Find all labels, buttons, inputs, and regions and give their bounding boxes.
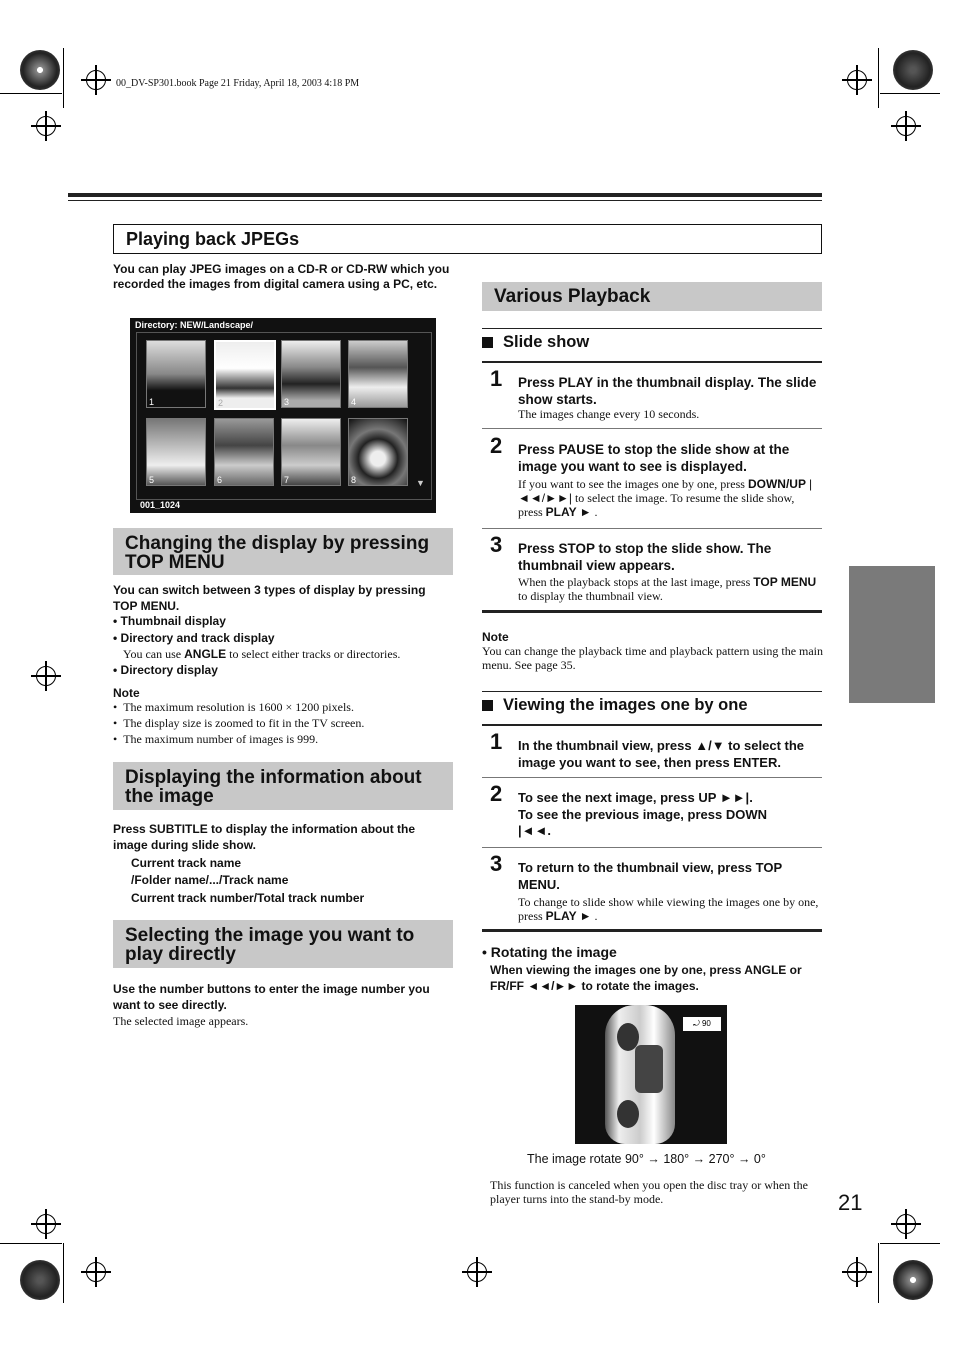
section-header-changing bbox=[113, 528, 453, 575]
rotated-car-image bbox=[575, 1005, 727, 1144]
thumbnail[interactable]: 4 bbox=[348, 340, 408, 408]
step-number: 3 bbox=[490, 851, 503, 876]
thumbnail[interactable]: 5 bbox=[146, 418, 206, 486]
changing-intro: You can switch between 3 types of display by pressing TOP MENU. bbox=[113, 583, 426, 613]
various-note: You can change the playback time and playback pattern using the main menu. See page 35. bbox=[482, 644, 824, 672]
registration-mark-icon bbox=[86, 1262, 106, 1282]
play-icon: ► bbox=[579, 505, 592, 519]
step-body: When the playback stops at the last image, press TOP MENU to display the thumbnail view. bbox=[518, 575, 817, 603]
registration-mark-icon bbox=[896, 116, 916, 136]
rotating-intro: When viewing the images one by one, press ANGLE or FR/FF ◄◄/►► to rotate the images. bbox=[490, 963, 802, 993]
section-title: Changing the display by pressing TOP MENU bbox=[125, 533, 430, 573]
chapter-tab bbox=[849, 566, 935, 703]
section-title: Various Playback bbox=[494, 286, 651, 307]
bullet-directory-display: • Directory display bbox=[113, 663, 218, 677]
step-number: 1 bbox=[490, 729, 503, 754]
rotate-caption: The image rotate 90° → 180° → 270° → 0° bbox=[527, 1152, 766, 1166]
thumbnail-screen bbox=[130, 318, 436, 513]
play-icon: ► bbox=[579, 909, 592, 923]
step-number: 2 bbox=[490, 781, 503, 806]
selecting-intro: Use the number buttons to enter the image number you want to see directly. bbox=[113, 982, 430, 1012]
step-body: If you want to see the images one by one, press DOWN/UP |◄◄/►►| to select the image. To resume the slide show, press PLAY ► . bbox=[518, 477, 813, 519]
step-heading: In the thumbnail view, press ▲/▼ to select the image you want to see, then press ENTER. bbox=[518, 738, 805, 770]
onebyone-heading: Viewing the images one by one bbox=[482, 696, 748, 715]
registration-mark-icon bbox=[36, 116, 56, 136]
step-heading: Press PAUSE to stop the slide show at the image you want to see is displayed. bbox=[518, 442, 790, 474]
displaying-intro: Press SUBTITLE to display the information about the image during slide show. bbox=[113, 822, 416, 852]
page-title-text: Playing back JPEGs bbox=[126, 229, 300, 249]
step-number: 2 bbox=[490, 433, 503, 458]
intro-text: You can play JPEG images on a CD-R or CD-RW which you recorded the images from digital camera using a PC, etc. bbox=[113, 262, 450, 291]
note-item: • The maximum number of images is 999. bbox=[113, 732, 319, 746]
registration-mark-icon bbox=[36, 666, 56, 686]
note-label: Note bbox=[113, 686, 140, 700]
step-body: The images change every 10 seconds. bbox=[518, 407, 700, 421]
step-number: 1 bbox=[490, 366, 503, 391]
registration-mark-icon bbox=[36, 1214, 56, 1234]
step-heading: To see the next image, press UP ►►|. bbox=[518, 790, 753, 805]
registration-mark-icon bbox=[847, 1262, 867, 1282]
top-rule-thin bbox=[68, 200, 822, 201]
step-body: To change to slide show while viewing the images one by one, press PLAY ► . bbox=[518, 895, 819, 923]
info-line: Current track number/Total track number bbox=[131, 891, 365, 905]
section-title: Displaying the information about the image bbox=[125, 767, 422, 807]
bullet-thumbnail-display: • Thumbnail display bbox=[113, 614, 226, 628]
thumbnail-selected[interactable]: 2 bbox=[214, 340, 276, 410]
bullet-directory-track: • Directory and track display bbox=[113, 631, 275, 645]
thumbnail[interactable]: 7 bbox=[281, 418, 341, 486]
info-line: Current track name bbox=[131, 856, 242, 870]
note-item: • The display size is zoomed to fit in the TV screen. bbox=[113, 716, 365, 730]
step-number: 3 bbox=[490, 532, 503, 557]
page-number: 21 bbox=[838, 1190, 863, 1215]
rotate-badge: ⤾ 90 bbox=[683, 1017, 721, 1031]
step-heading: Press STOP to stop the slide show. The thumbnail view appears. bbox=[518, 541, 772, 573]
square-bullet-icon bbox=[482, 700, 493, 711]
screen-footer-label: 001_1024 bbox=[140, 500, 181, 510]
color-target-icon bbox=[20, 50, 60, 90]
color-target-icon bbox=[20, 1260, 60, 1300]
canceled-note: This function is canceled when you open the disc tray or when the player turns into the stand-by mode. bbox=[490, 1178, 808, 1206]
page-title bbox=[113, 224, 822, 254]
print-header-note: 00_DV-SP301.book Page 21 Friday, April 18, 2003 4:18 PM bbox=[116, 78, 360, 89]
selecting-result: The selected image appears. bbox=[113, 1014, 249, 1028]
color-target-icon bbox=[893, 1260, 933, 1300]
rotating-title: • Rotating the image bbox=[482, 944, 617, 960]
skip-icons: |◄◄/►►| bbox=[518, 477, 813, 505]
step-heading: |◄◄. bbox=[518, 823, 551, 838]
section-header-various bbox=[482, 282, 822, 311]
square-bullet-icon bbox=[482, 337, 493, 348]
step-heading: To see the previous image, press DOWN bbox=[518, 807, 767, 822]
section-header-displaying bbox=[113, 762, 453, 810]
angle-sub-note: You can use ANGLE to select either tracks or directories. bbox=[123, 647, 401, 661]
registration-mark-icon bbox=[847, 70, 867, 90]
thumbnail[interactable]: 6 bbox=[214, 418, 274, 486]
thumbnail[interactable]: 8 bbox=[348, 418, 408, 486]
step-heading: To return to the thumbnail view, press TOP MENU. bbox=[518, 860, 782, 892]
thumbnail[interactable]: 1 bbox=[146, 340, 206, 408]
registration-mark-icon bbox=[467, 1262, 487, 1282]
note-item: • The maximum resolution is 1600 × 1200 pixels. bbox=[113, 700, 354, 714]
slideshow-heading: Slide show bbox=[482, 333, 589, 352]
top-rule bbox=[68, 193, 822, 197]
color-target-icon bbox=[893, 50, 933, 90]
registration-mark-icon bbox=[896, 1214, 916, 1234]
screen-directory-label: Directory: NEW/Landscape/ bbox=[135, 320, 254, 330]
section-header-selecting bbox=[113, 920, 453, 968]
scroll-down-icon[interactable]: ▼ bbox=[416, 478, 425, 488]
registration-mark-icon bbox=[86, 70, 106, 90]
info-line: /Folder name/.../Track name bbox=[131, 873, 289, 887]
note-label: Note bbox=[482, 630, 509, 644]
section-title: Selecting the image you want to play directly bbox=[125, 925, 415, 965]
step-heading: Press PLAY in the thumbnail display. The slide show starts. bbox=[518, 375, 817, 407]
thumbnail[interactable]: 3 bbox=[281, 340, 341, 408]
